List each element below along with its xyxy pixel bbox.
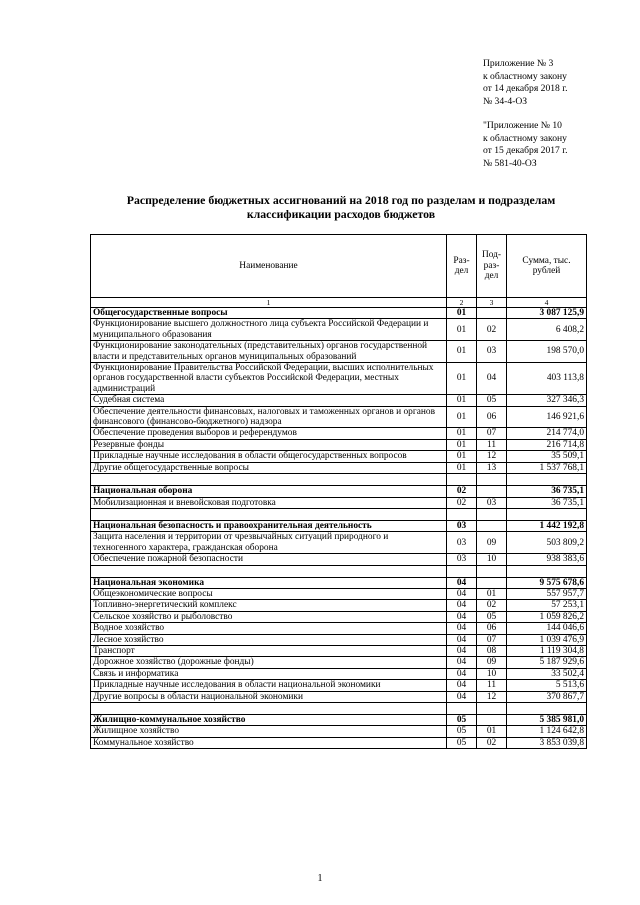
row-name: Общегосударственные вопросы xyxy=(91,308,447,319)
table-row xyxy=(91,497,587,508)
table-row xyxy=(91,600,587,611)
row-name: Топливно-энергетический комплекс xyxy=(91,600,447,611)
row-section: 04 xyxy=(447,691,477,702)
appendix-line: Приложение № 3 xyxy=(483,58,554,69)
row-section: 04 xyxy=(447,588,477,599)
row-section: 04 xyxy=(447,611,477,622)
row-section: 04 xyxy=(447,634,477,645)
row-subsection: 09 xyxy=(477,532,507,554)
column-number-row xyxy=(91,298,587,308)
appendix-line: к областному закону xyxy=(483,70,567,82)
row-amount: 503 809,2 xyxy=(507,532,587,554)
row-section: 04 xyxy=(447,657,477,668)
row-amount: 57 253,1 xyxy=(507,600,587,611)
row-name: Национальная экономика xyxy=(91,577,447,588)
table-row xyxy=(91,451,587,462)
row-amount: 9 575 678,6 xyxy=(507,577,587,588)
column-number: 4 xyxy=(507,298,587,308)
row-amount: 36 735,1 xyxy=(507,497,587,508)
row-amount: 1 039 476,9 xyxy=(507,634,587,645)
row-name: Функционирование Правительства Российской Федерации, высших исполнительных органов государственной власти субъектов Российской Федерации, местных администраций xyxy=(91,363,447,395)
row-name: Обеспечение проведения выборов и референдумов xyxy=(91,428,447,439)
empty-cell xyxy=(477,703,507,715)
row-amount: 1 119 304,8 xyxy=(507,645,587,656)
row-subsection xyxy=(477,308,507,319)
row-name: Сельское хозяйство и рыболовство xyxy=(91,611,447,622)
row-name: Коммунальное хозяйство xyxy=(91,737,447,748)
empty-cell xyxy=(477,508,507,520)
row-section: 02 xyxy=(447,497,477,508)
row-section: 01 xyxy=(447,319,477,341)
document-title: Распределение бюджетных ассигнований на 2018 год по разделам и подразделам классификации расходов бюджетов xyxy=(126,193,556,221)
row-name: Функционирование законодательных (представительных) органов государственной власти и представительных органов муниципальных образований xyxy=(91,341,447,363)
row-amount: 1 442 192,8 xyxy=(507,520,587,531)
row-subsection: 07 xyxy=(477,428,507,439)
empty-cell xyxy=(91,474,447,486)
row-section: 01 xyxy=(447,439,477,450)
table-row xyxy=(91,634,587,645)
row-amount: 370 867,7 xyxy=(507,691,587,702)
row-section: 01 xyxy=(447,428,477,439)
row-subsection: 02 xyxy=(477,737,507,748)
row-name: Резервные фонды xyxy=(91,439,447,450)
row-subsection: 12 xyxy=(477,691,507,702)
column-number: 2 xyxy=(447,298,477,308)
row-name: Общеэкономические вопросы xyxy=(91,588,447,599)
row-subsection: 02 xyxy=(477,600,507,611)
row-name: Лесное хозяйство xyxy=(91,634,447,645)
row-section: 02 xyxy=(447,486,477,497)
row-subsection: 10 xyxy=(477,668,507,679)
row-section: 04 xyxy=(447,668,477,679)
appendix-line: № 34-4-ОЗ xyxy=(483,95,528,107)
row-amount: 33 502,4 xyxy=(507,668,587,679)
table-row xyxy=(91,341,587,363)
row-section: 03 xyxy=(447,554,477,565)
row-subsection: 12 xyxy=(477,451,507,462)
row-name: Прикладные научные исследования в области национальной экономики xyxy=(91,680,447,691)
row-subsection: 03 xyxy=(477,497,507,508)
row-name: Прикладные научные исследования в области общегосударственных вопросов xyxy=(91,451,447,462)
spacer-row xyxy=(91,565,587,577)
table-row xyxy=(91,645,587,656)
row-amount: 35 509,1 xyxy=(507,451,587,462)
row-amount: 3 087 125,9 xyxy=(507,308,587,319)
row-subsection: 11 xyxy=(477,439,507,450)
empty-cell xyxy=(91,703,447,715)
row-name: Национальная безопасность и правоохранительная деятельность xyxy=(91,520,447,531)
row-section: 05 xyxy=(447,726,477,737)
row-name: Водное хозяйство xyxy=(91,623,447,634)
column-number: 1 xyxy=(91,298,447,308)
row-subsection: 03 xyxy=(477,341,507,363)
row-name: Обеспечение деятельности финансовых, налоговых и таможенных органов и органов финансового (финансово-бюджетного) надзора xyxy=(91,406,447,428)
row-section: 04 xyxy=(447,645,477,656)
table-row xyxy=(91,611,587,622)
table-row xyxy=(91,439,587,450)
table-row xyxy=(91,668,587,679)
row-amount: 938 383,6 xyxy=(507,554,587,565)
row-section: 01 xyxy=(447,451,477,462)
table-row xyxy=(91,428,587,439)
row-section: 01 xyxy=(447,363,477,395)
row-name: Судебная система xyxy=(91,395,447,406)
row-section: 01 xyxy=(447,308,477,319)
table-row xyxy=(91,363,587,395)
row-section: 04 xyxy=(447,680,477,691)
section-row xyxy=(91,715,587,726)
table-row xyxy=(91,680,587,691)
row-subsection: 13 xyxy=(477,462,507,473)
budget-table xyxy=(90,234,587,749)
table-row xyxy=(91,623,587,634)
empty-cell xyxy=(507,474,587,486)
row-name: Транспорт xyxy=(91,645,447,656)
section-row xyxy=(91,486,587,497)
table-row xyxy=(91,691,587,702)
row-subsection: 09 xyxy=(477,657,507,668)
row-amount: 1 059 826,2 xyxy=(507,611,587,622)
appendix-line: к областному закону xyxy=(483,132,567,144)
table-row xyxy=(91,319,587,341)
row-amount: 5 513,6 xyxy=(507,680,587,691)
row-section: 05 xyxy=(447,737,477,748)
header-subsection: Под-раз-дел xyxy=(477,235,507,298)
row-section: 01 xyxy=(447,462,477,473)
empty-cell xyxy=(507,565,587,577)
row-section: 01 xyxy=(447,395,477,406)
row-name: Жилищно-коммунальное хозяйство xyxy=(91,715,447,726)
empty-cell xyxy=(447,703,477,715)
row-section: 01 xyxy=(447,406,477,428)
row-subsection: 06 xyxy=(477,406,507,428)
table-row xyxy=(91,737,587,748)
row-amount: 557 957,7 xyxy=(507,588,587,599)
spacer-row xyxy=(91,508,587,520)
row-subsection xyxy=(477,715,507,726)
row-amount: 1 124 642,8 xyxy=(507,726,587,737)
row-amount: 146 921,6 xyxy=(507,406,587,428)
row-amount: 6 408,2 xyxy=(507,319,587,341)
row-amount: 36 735,1 xyxy=(507,486,587,497)
column-number: 3 xyxy=(477,298,507,308)
row-amount: 144 046,6 xyxy=(507,623,587,634)
row-name: Связь и информатика xyxy=(91,668,447,679)
page-number: 1 xyxy=(317,873,323,884)
empty-cell xyxy=(507,703,587,715)
table-row xyxy=(91,532,587,554)
table-row xyxy=(91,395,587,406)
section-row xyxy=(91,308,587,319)
appendix-line: от 14 декабря 2018 г. xyxy=(483,83,568,94)
row-section: 04 xyxy=(447,600,477,611)
row-amount: 327 346,3 xyxy=(507,395,587,406)
row-section: 03 xyxy=(447,532,477,554)
table-header-row xyxy=(91,235,587,298)
empty-cell xyxy=(447,508,477,520)
row-name: Другие вопросы в области национальной экономики xyxy=(91,691,447,702)
empty-cell xyxy=(447,565,477,577)
table-row xyxy=(91,554,587,565)
row-subsection: 08 xyxy=(477,645,507,656)
table-row xyxy=(91,657,587,668)
empty-cell xyxy=(477,565,507,577)
empty-cell xyxy=(91,565,447,577)
spacer-row xyxy=(91,474,587,486)
row-subsection: 05 xyxy=(477,395,507,406)
row-section: 01 xyxy=(447,341,477,363)
table-row xyxy=(91,406,587,428)
row-subsection xyxy=(477,577,507,588)
header-amount: Сумма, тыс. рублей xyxy=(507,235,587,298)
header-section: Раз-дел xyxy=(447,235,477,298)
table-row xyxy=(91,726,587,737)
row-section: 05 xyxy=(447,715,477,726)
empty-cell xyxy=(91,508,447,520)
spacer-row xyxy=(91,703,587,715)
row-amount: 216 714,8 xyxy=(507,439,587,450)
row-name: Жилищное хозяйство xyxy=(91,726,447,737)
row-name: Мобилизационная и вневойсковая подготовка xyxy=(91,497,447,508)
row-amount: 1 537 768,1 xyxy=(507,462,587,473)
row-amount: 198 570,0 xyxy=(507,341,587,363)
appendix-line: от 15 декабря 2017 г. xyxy=(483,145,568,156)
row-name: Функционирование высшего должностного лица субъекта Российской Федерации и муниципального образования xyxy=(91,319,447,341)
row-subsection xyxy=(477,486,507,497)
header-name: Наименование xyxy=(91,235,447,298)
empty-cell xyxy=(447,474,477,486)
empty-cell xyxy=(477,474,507,486)
row-amount: 403 113,8 xyxy=(507,363,587,395)
row-amount: 5 187 929,6 xyxy=(507,657,587,668)
row-section: 04 xyxy=(447,623,477,634)
appendix-line: "Приложение № 10 xyxy=(483,120,562,131)
row-subsection: 04 xyxy=(477,363,507,395)
section-row xyxy=(91,577,587,588)
table-row xyxy=(91,588,587,599)
row-subsection: 02 xyxy=(477,319,507,341)
row-subsection: 07 xyxy=(477,634,507,645)
row-name: Национальная оборона xyxy=(91,486,447,497)
row-subsection: 10 xyxy=(477,554,507,565)
table-row xyxy=(91,462,587,473)
row-name: Другие общегосударственные вопросы xyxy=(91,462,447,473)
row-section: 04 xyxy=(447,577,477,588)
row-subsection: 06 xyxy=(477,623,507,634)
section-row xyxy=(91,520,587,531)
appendix-note xyxy=(483,58,568,170)
empty-cell xyxy=(507,508,587,520)
row-amount: 3 853 039,8 xyxy=(507,737,587,748)
row-amount: 214 774,0 xyxy=(507,428,587,439)
row-section: 03 xyxy=(447,520,477,531)
row-name: Защита населения и территории от чрезвычайных ситуаций природного и техногенного характера, гражданская оборона xyxy=(91,532,447,554)
row-subsection: 05 xyxy=(477,611,507,622)
row-subsection: 11 xyxy=(477,680,507,691)
row-subsection xyxy=(477,520,507,531)
row-name: Обеспечение пожарной безопасности xyxy=(91,554,447,565)
appendix-line: № 581-40-ОЗ xyxy=(483,157,537,169)
row-subsection: 01 xyxy=(477,726,507,737)
row-name: Дорожное хозяйство (дорожные фонды) xyxy=(91,657,447,668)
row-subsection: 01 xyxy=(477,588,507,599)
row-amount: 5 385 981,0 xyxy=(507,715,587,726)
table-body xyxy=(91,308,587,749)
